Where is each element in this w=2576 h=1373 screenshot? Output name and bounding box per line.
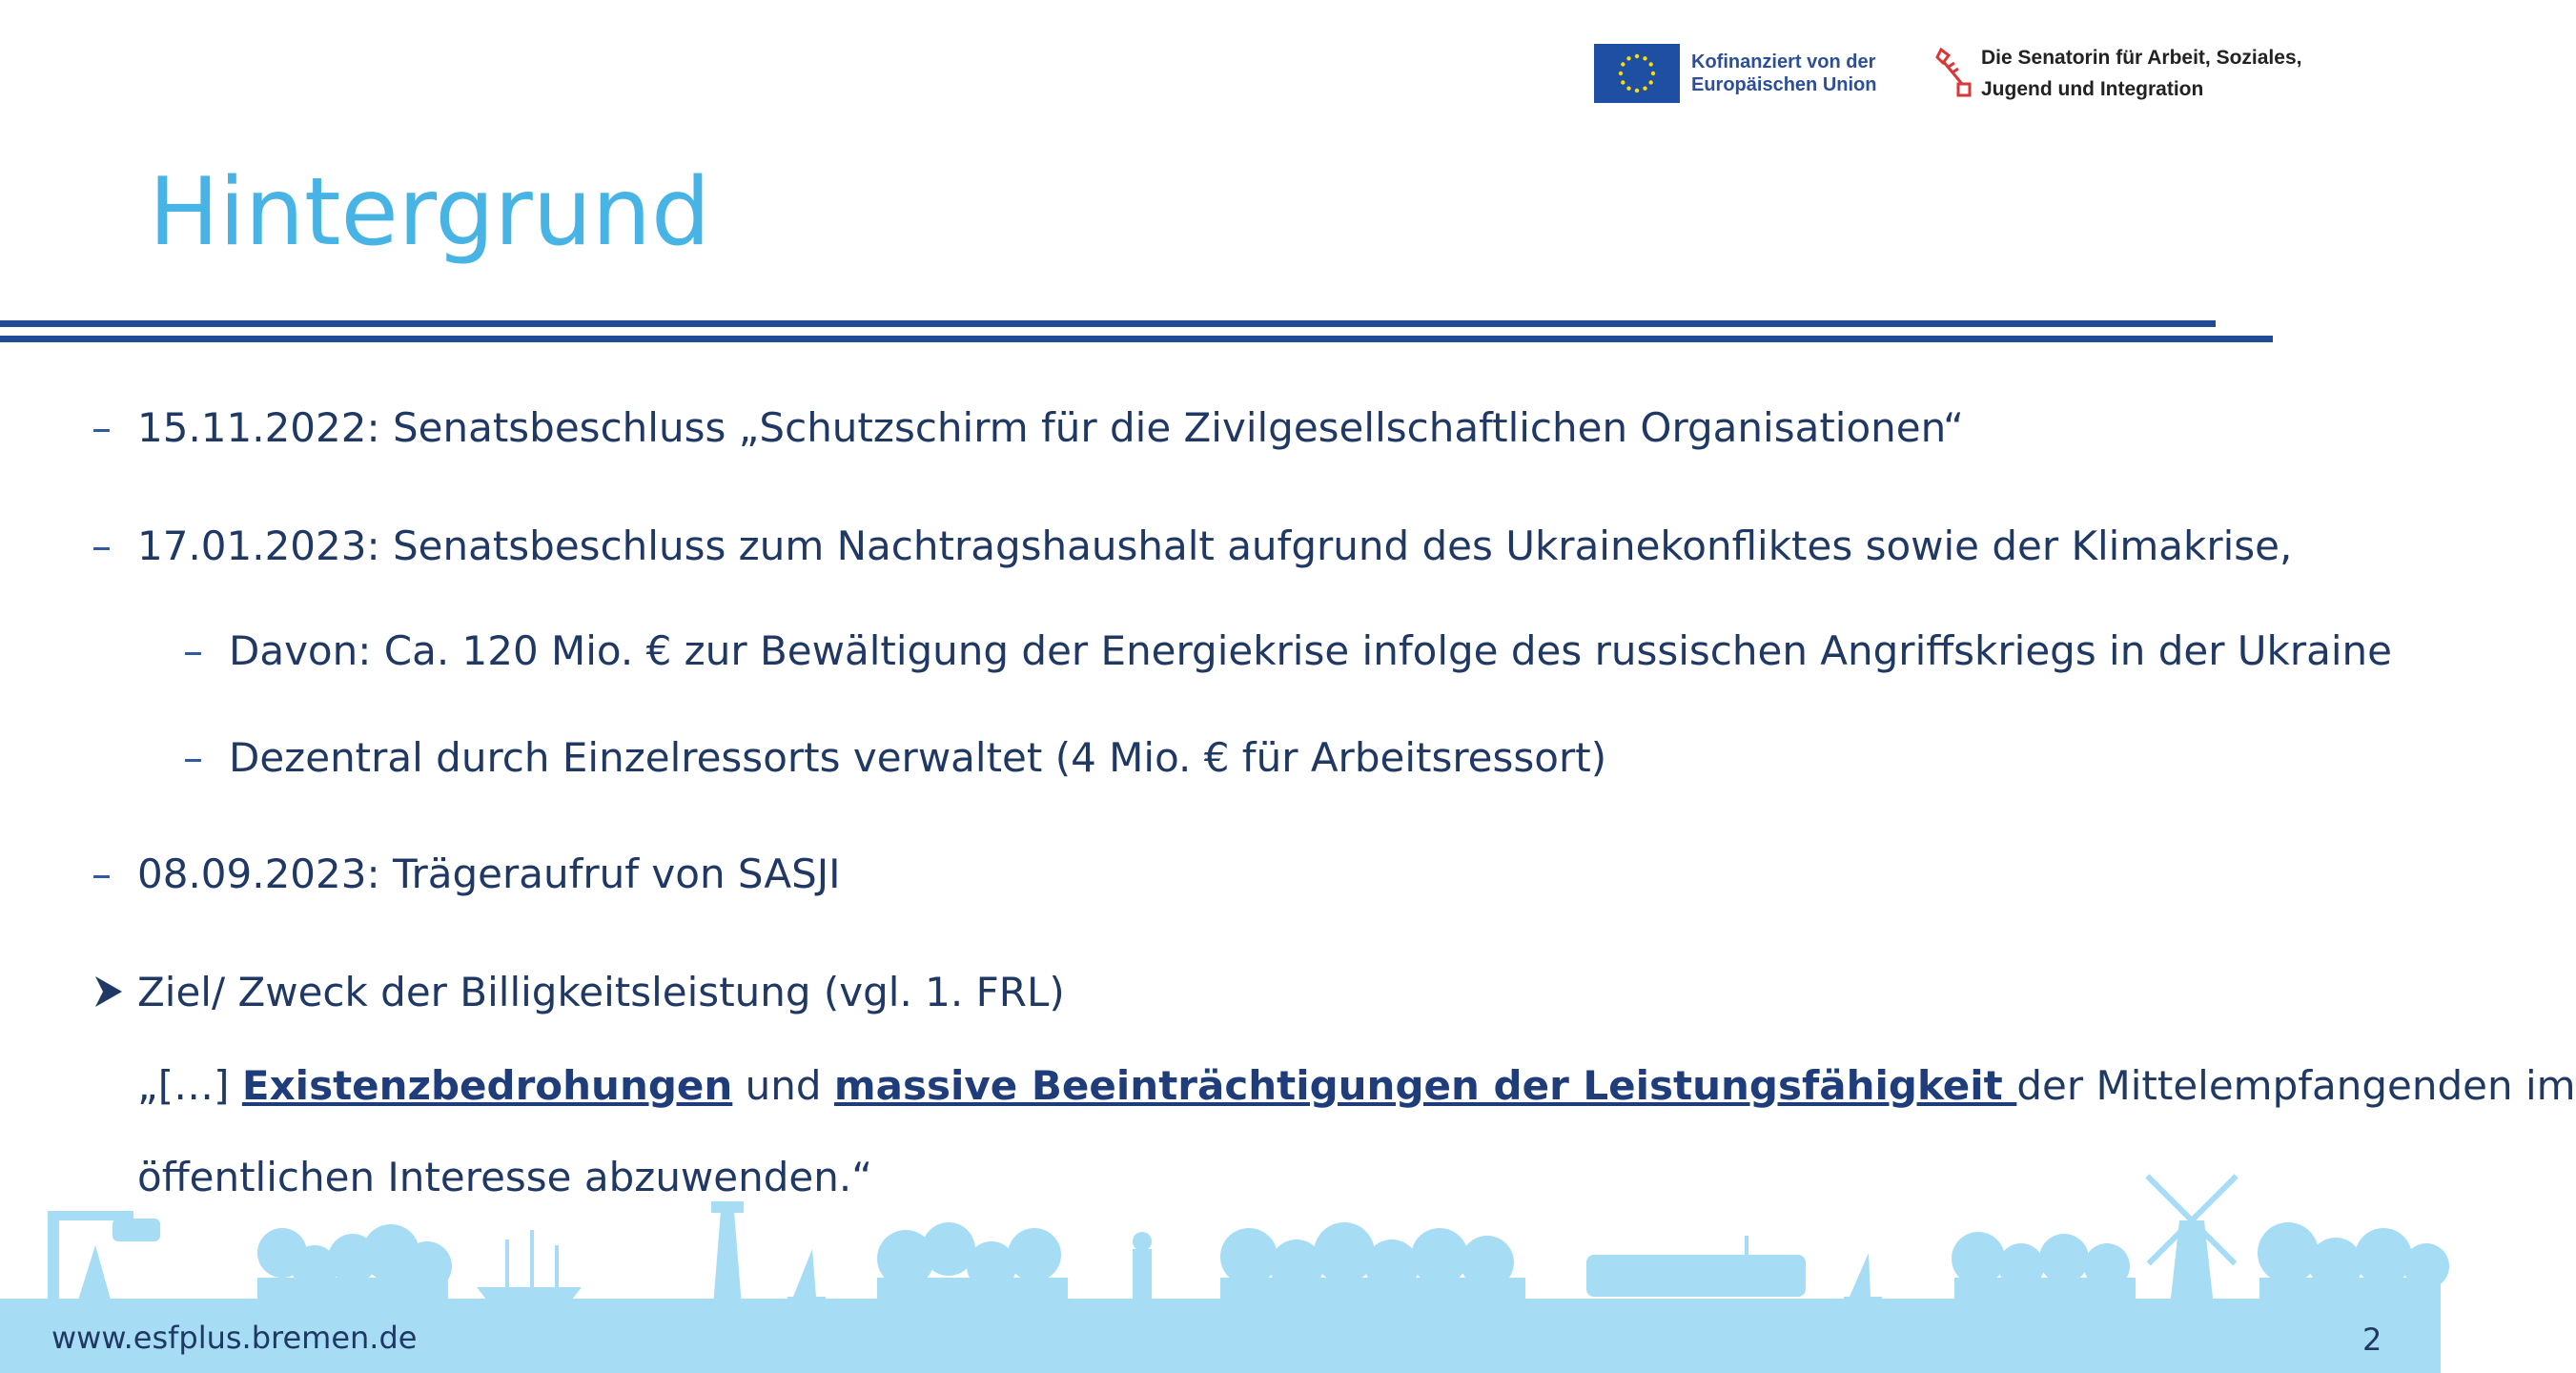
quote-emphasis-2: massive Beeinträchtigungen der Leistungsfähigkeit <box>833 1062 2017 1109</box>
eu-flag-icon <box>1594 44 1680 103</box>
arrow-bullet-icon <box>92 973 126 1011</box>
sub-bullet-marker: – <box>183 734 203 781</box>
footer-url: www.esfplus.bremen.de <box>51 1320 418 1356</box>
title-divider-bottom <box>0 336 2273 342</box>
eu-logo-line1: Kofinanziert von der <box>1691 51 1876 72</box>
sub-bullet-item: Dezentral durch Einzelressorts verwaltet (4 Mio. € für Arbeitsressort) <box>229 734 1607 781</box>
bullet-marker: – <box>92 850 112 897</box>
senator-logo <box>1933 32 2315 114</box>
goal-quote-line2: öffentlichen Interesse abzuwenden.“ <box>137 1154 872 1200</box>
eu-logo-line2: Europäischen Union <box>1691 74 1877 95</box>
bullet-marker: – <box>92 523 112 569</box>
bremen-skyline-illustration <box>0 1154 2441 1306</box>
slide-title: Hintergrund <box>149 158 711 267</box>
senator-logo-line1: Die Senatorin für Arbeit, Soziales, <box>1981 47 2302 69</box>
quote-mid: und <box>732 1062 834 1109</box>
senator-logo-line2: Jugend und Integration <box>1981 78 2204 100</box>
bullet-item: 15.11.2022: Senatsbeschluss „Schutzschirm für die Zivilgesellschaftlichen Organisationen“ <box>137 404 1964 451</box>
eu-logo-text <box>1691 51 1876 96</box>
bremen-key-icon <box>1933 46 1975 101</box>
bullet-item: 17.01.2023: Senatsbeschluss zum Nachtragshaushalt aufgrund des Ukrainekonfliktes sowie der Klimakrise, <box>137 523 2293 569</box>
sub-bullet-marker: – <box>183 627 203 674</box>
quote-tail: der Mittelempfangenden im <box>2016 1062 2576 1109</box>
quote-prefix: „[…] <box>137 1062 242 1109</box>
page-number: 2 <box>2362 1322 2382 1358</box>
goal-quote-line1 <box>137 1062 2576 1109</box>
sub-bullet-item: Davon: Ca. 120 Mio. € zur Bewältigung der Energiekrise infolge des russischen Angriffskriegs in der Ukraine <box>229 627 2393 674</box>
bullet-marker: – <box>92 404 112 451</box>
eu-cofunding-logo <box>1594 42 1880 105</box>
quote-emphasis-1: Existenzbedrohungen <box>241 1062 733 1109</box>
senator-logo-text <box>1981 42 2301 105</box>
goal-heading: Ziel/ Zweck der Billigkeitsleistung (vgl. 1. FRL) <box>137 969 1065 1015</box>
title-divider-top <box>0 320 2216 327</box>
bullet-item: 08.09.2023: Trägeraufruf von SASJI <box>137 850 841 897</box>
